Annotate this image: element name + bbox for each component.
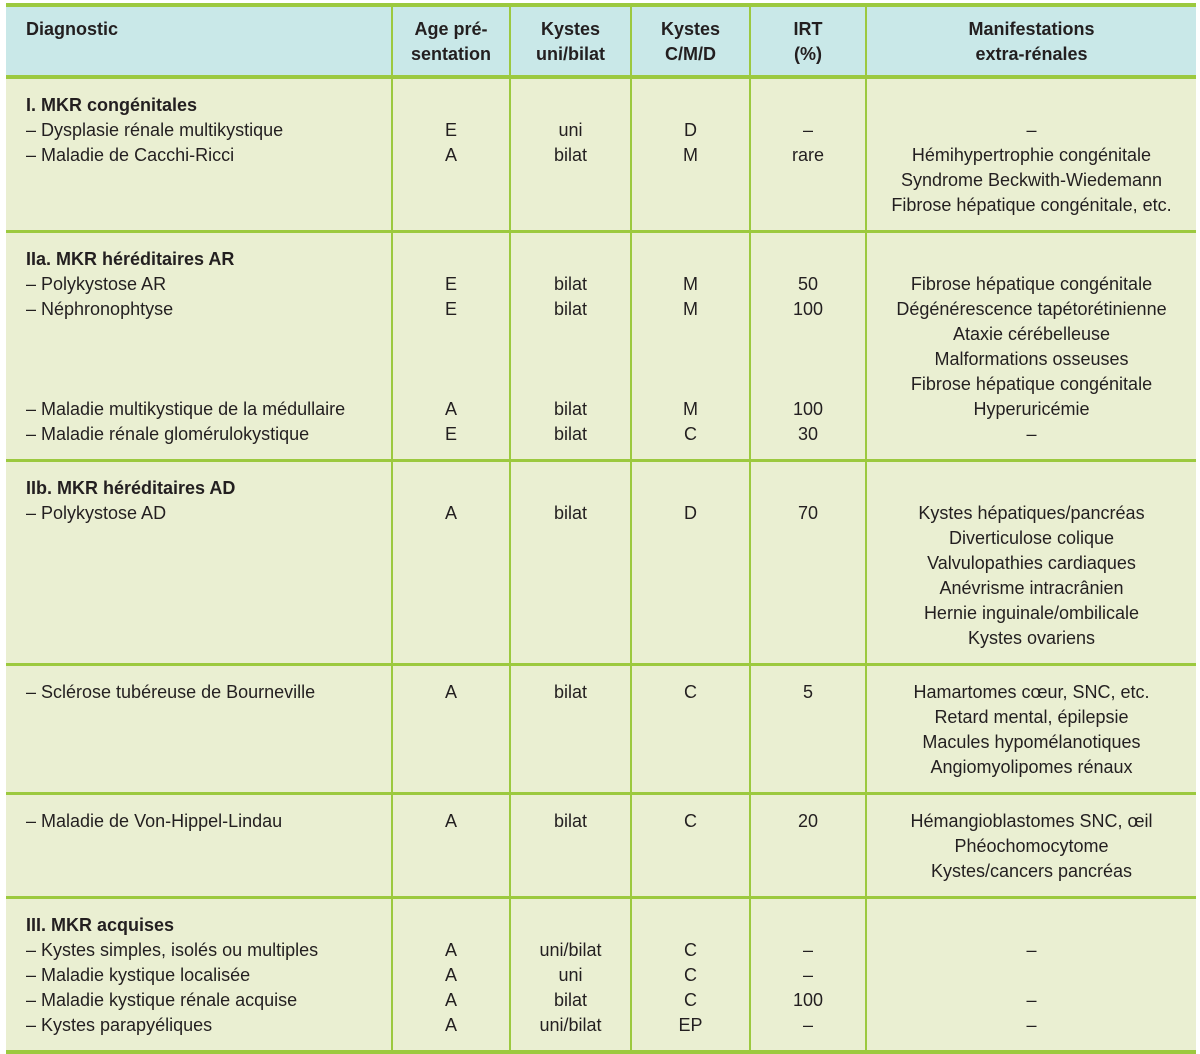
manifestation-item: – bbox=[1026, 990, 1037, 1010]
table-container bbox=[6, 3, 1196, 1054]
age-value: A bbox=[444, 965, 457, 985]
manifestation-item: Angiomyolipomes rénaux bbox=[930, 757, 1133, 777]
header-kystes-uni-bilat: Kystes uni/bilat bbox=[510, 5, 631, 77]
uni-bilat-value: uni/bilat bbox=[539, 1015, 602, 1035]
uni-bilat-value: bilat bbox=[553, 274, 588, 294]
cmd-value: M bbox=[683, 274, 698, 294]
irt-value: 100 bbox=[792, 990, 824, 1010]
irt-value: – bbox=[802, 965, 813, 985]
age-value: A bbox=[444, 940, 457, 960]
diagnostic-item: – Maladie de Von-Hippel-Lindau bbox=[26, 811, 283, 831]
uni-bilat-value: bilat bbox=[553, 503, 588, 523]
irt-value: 100 bbox=[792, 299, 824, 319]
group-sclerose-tubereuse bbox=[6, 665, 1196, 794]
diagnostic-item: – Néphronophtyse bbox=[26, 299, 174, 319]
manifestation-item: Hyperuricémie bbox=[973, 399, 1090, 419]
cmd-cell bbox=[631, 77, 750, 232]
diagnostic-cell bbox=[6, 794, 392, 898]
cmd-value: M bbox=[683, 299, 698, 319]
uni-bilat-cell bbox=[510, 232, 631, 461]
manifestation-item: Fibrose hépatique congénitale, etc. bbox=[891, 195, 1172, 215]
group-von-hippel-lindau bbox=[6, 794, 1196, 898]
uni-bilat-value: bilat bbox=[553, 399, 588, 419]
age-cell bbox=[392, 77, 510, 232]
manifestation-item: Dégénérescence tapétorétinienne bbox=[896, 299, 1167, 319]
uni-bilat-value: bilat bbox=[553, 811, 588, 831]
cmd-value: D bbox=[684, 503, 697, 523]
header-kystes-cmd: Kystes C/M/D bbox=[631, 5, 750, 77]
irt-cell bbox=[750, 794, 866, 898]
diagnostic-item: – Kystes parapyéliques bbox=[26, 1015, 213, 1035]
header-diagnostic: Diagnostic bbox=[26, 19, 119, 39]
diagnostic-item: – Kystes simples, isolés ou multiples bbox=[26, 940, 319, 960]
diagnostic-item: – Polykystose AD bbox=[26, 503, 167, 523]
uni-bilat-value: bilat bbox=[553, 424, 588, 444]
cmd-value: C bbox=[684, 682, 697, 702]
cmd-value: D bbox=[684, 120, 697, 140]
diagnostic-item: – Maladie rénale glomérulokystique bbox=[26, 424, 310, 444]
irt-value: – bbox=[802, 120, 813, 140]
manifestation-item: Ataxie cérébelleuse bbox=[952, 324, 1111, 344]
header-irt: IRT (%) bbox=[750, 5, 866, 77]
manifestation-item: Kystes hépatiques/pancréas bbox=[918, 503, 1145, 523]
manifestation-item: Hernie inguinale/ombilicale bbox=[923, 603, 1140, 623]
manifestation-item: – bbox=[1026, 120, 1037, 140]
cmd-value: C bbox=[684, 965, 697, 985]
age-cell bbox=[392, 461, 510, 665]
uni-bilat-cell bbox=[510, 461, 631, 665]
header-row bbox=[6, 5, 1196, 77]
manifestation-item: Fibrose hépatique congénitale bbox=[910, 374, 1153, 394]
diagnostic-item: – Maladie de Cacchi-Ricci bbox=[26, 145, 235, 165]
manifestation-item: Kystes ovariens bbox=[967, 628, 1096, 648]
cmd-value: M bbox=[683, 399, 698, 419]
age-value: A bbox=[444, 990, 457, 1010]
age-value: E bbox=[444, 424, 457, 444]
age-value: A bbox=[444, 399, 457, 419]
irt-value: 30 bbox=[797, 424, 819, 444]
manifestation-item: Hamartomes cœur, SNC, etc. bbox=[913, 682, 1150, 702]
uni-bilat-cell bbox=[510, 794, 631, 898]
manifestation-item: – bbox=[1026, 1015, 1037, 1035]
diagnostic-cell bbox=[6, 898, 392, 1053]
age-value: A bbox=[444, 682, 457, 702]
irt-value: 100 bbox=[792, 399, 824, 419]
cmd-cell bbox=[631, 461, 750, 665]
irt-value: – bbox=[802, 940, 813, 960]
irt-cell bbox=[750, 232, 866, 461]
header-manifestations: Manifestations extra-rénales bbox=[866, 5, 1196, 77]
manifestation-item: Macules hypomélanotiques bbox=[922, 732, 1141, 752]
irt-cell bbox=[750, 461, 866, 665]
group-title: III. MKR acquises bbox=[26, 915, 175, 935]
diagnostic-cell bbox=[6, 461, 392, 665]
uni-bilat-value: bilat bbox=[553, 299, 588, 319]
age-value: A bbox=[444, 503, 457, 523]
diagnostic-table bbox=[6, 3, 1196, 1054]
cmd-cell bbox=[631, 794, 750, 898]
manifestations-cell bbox=[866, 232, 1196, 461]
diagnostic-item: – Sclérose tubéreuse de Bourneville bbox=[26, 682, 316, 702]
irt-cell bbox=[750, 898, 866, 1053]
manifestation-item: Hémangioblastomes SNC, œil bbox=[910, 811, 1153, 831]
manifestations-cell bbox=[866, 794, 1196, 898]
group-mkr-hereditaires-ar bbox=[6, 232, 1196, 461]
manifestations-cell bbox=[866, 898, 1196, 1053]
manifestation-item: Phéochomocytome bbox=[954, 836, 1109, 856]
cmd-cell bbox=[631, 232, 750, 461]
age-value: E bbox=[444, 299, 457, 319]
irt-value: 5 bbox=[802, 682, 813, 702]
uni-bilat-cell bbox=[510, 898, 631, 1053]
age-cell bbox=[392, 665, 510, 794]
cmd-cell bbox=[631, 665, 750, 794]
cmd-cell bbox=[631, 898, 750, 1053]
manifestation-item: – bbox=[1026, 424, 1037, 444]
diagnostic-item: – Dysplasie rénale multikystique bbox=[26, 120, 284, 140]
group-mkr-congenitales bbox=[6, 77, 1196, 232]
manifestations-cell bbox=[866, 77, 1196, 232]
group-title: I. MKR congénitales bbox=[26, 95, 198, 115]
diagnostic-item: – Polykystose AR bbox=[26, 274, 167, 294]
manifestation-item: Retard mental, épilepsie bbox=[934, 707, 1129, 727]
manifestation-item: Diverticulose colique bbox=[948, 528, 1115, 548]
uni-bilat-value: bilat bbox=[553, 682, 588, 702]
manifestation-item: Malformations osseuses bbox=[934, 349, 1129, 369]
irt-value: 50 bbox=[797, 274, 819, 294]
age-value: E bbox=[444, 274, 457, 294]
irt-value: 70 bbox=[797, 503, 819, 523]
irt-cell bbox=[750, 665, 866, 794]
group-title: IIa. MKR héréditaires AR bbox=[26, 249, 235, 269]
diagnostic-cell bbox=[6, 665, 392, 794]
manifestations-cell bbox=[866, 461, 1196, 665]
manifestations-cell bbox=[866, 665, 1196, 794]
manifestation-item: Fibrose hépatique congénitale bbox=[910, 274, 1153, 294]
group-mkr-acquises bbox=[6, 898, 1196, 1053]
uni-bilat-cell bbox=[510, 77, 631, 232]
uni-bilat-value: bilat bbox=[553, 990, 588, 1010]
diagnostic-item: – Maladie multikystique de la médullaire bbox=[26, 399, 346, 419]
manifestation-item: Kystes/cancers pancréas bbox=[930, 861, 1133, 881]
age-value: A bbox=[444, 811, 457, 831]
uni-bilat-value: bilat bbox=[553, 145, 588, 165]
irt-value: – bbox=[802, 1015, 813, 1035]
diagnostic-cell bbox=[6, 77, 392, 232]
manifestation-item: Valvulopathies cardiaques bbox=[927, 553, 1136, 573]
age-cell bbox=[392, 794, 510, 898]
cmd-value: C bbox=[684, 811, 697, 831]
irt-value: rare bbox=[791, 145, 824, 165]
cmd-value: C bbox=[684, 424, 697, 444]
cmd-value: EP bbox=[678, 1015, 703, 1035]
irt-cell bbox=[750, 77, 866, 232]
age-value: A bbox=[444, 145, 457, 165]
uni-bilat-value: uni bbox=[558, 120, 583, 140]
header-age: Age pré- sentation bbox=[392, 5, 510, 77]
age-cell bbox=[392, 898, 510, 1053]
diagnostic-item: – Maladie kystique localisée bbox=[26, 965, 251, 985]
uni-bilat-value: uni bbox=[558, 965, 583, 985]
uni-bilat-cell bbox=[510, 665, 631, 794]
cmd-value: M bbox=[683, 145, 698, 165]
group-title: IIb. MKR héréditaires AD bbox=[26, 478, 236, 498]
age-value: E bbox=[444, 120, 457, 140]
uni-bilat-value: uni/bilat bbox=[539, 940, 602, 960]
group-mkr-hereditaires-ad bbox=[6, 461, 1196, 665]
diagnostic-item: – Maladie kystique rénale acquise bbox=[26, 990, 298, 1010]
irt-value: 20 bbox=[797, 811, 819, 831]
manifestation-item: Syndrome Beckwith-Wiedemann bbox=[900, 170, 1163, 190]
diagnostic-cell bbox=[6, 232, 392, 461]
cmd-value: C bbox=[684, 940, 697, 960]
manifestation-item: Hémihypertrophie congénitale bbox=[911, 145, 1152, 165]
age-cell bbox=[392, 232, 510, 461]
manifestation-item: Anévrisme intracrânien bbox=[939, 578, 1124, 598]
age-value: A bbox=[444, 1015, 457, 1035]
cmd-value: C bbox=[684, 990, 697, 1010]
manifestation-item: – bbox=[1026, 940, 1037, 960]
